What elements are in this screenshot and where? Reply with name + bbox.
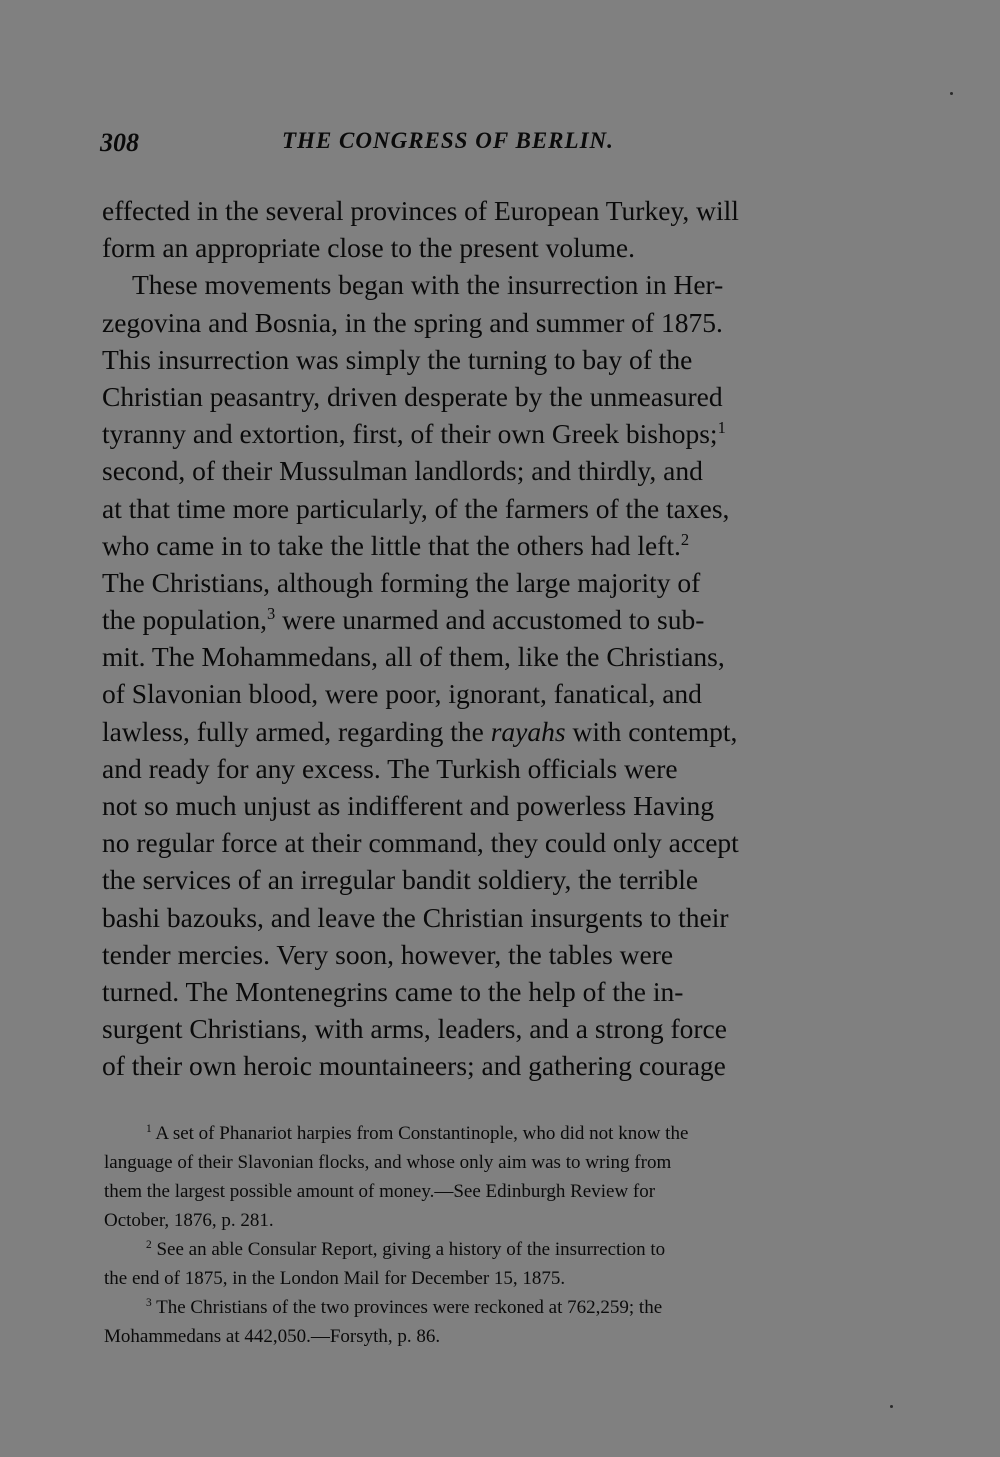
text-line: and ready for any excess. The Turkish officials were	[102, 752, 678, 784]
text-line: of their own heroic mountaineers; and gathering courage	[102, 1050, 726, 1082]
paper-speck	[890, 1405, 893, 1408]
text-line: These movements began with the insurrection in Her-	[132, 269, 724, 301]
text-line: second, of their Mussulman landlords; and thirdly, and	[102, 455, 703, 487]
text-line: zegovina and Bosnia, in the spring and summer of 1875.	[102, 306, 723, 338]
italic-word: rayahs	[490, 715, 566, 747]
text-line: form an appropriate close to the present volume.	[102, 232, 636, 264]
text-line: mit. The Mohammedans, all of them, like the Christians,	[102, 641, 725, 673]
text-line: turned. The Montenegrins came to the help of the in-	[102, 975, 684, 1007]
footnote-line: the end of 1875, in the London Mail for December 15, 1875.	[104, 1268, 566, 1289]
running-title: THE CONGRESS OF BERLIN.	[282, 128, 614, 153]
footnote-mark: 3	[146, 1297, 152, 1310]
page-number: 308	[100, 128, 139, 157]
text-line: the population,$^3$ were unarmed and accustomed to sub-	[102, 604, 705, 636]
footnote-line: them the largest possible amount of money.—See Edinburgh Review for	[104, 1181, 656, 1202]
text-line: bashi bazouks, and leave the Christian insurgents to their	[102, 901, 729, 933]
footnote-mark: 1	[146, 1123, 152, 1136]
text-line: the services of an irregular bandit soldiery, the terrible	[102, 864, 699, 896]
text-line: not so much unjust as indifferent and powerless Having	[102, 790, 715, 821]
footnote-line: language of their Slavonian flocks, and whose only aim was to wring from	[104, 1152, 672, 1173]
text-line: lawless, fully armed, regarding the rayahs with contempt,	[102, 715, 738, 747]
text-line: This insurrection was simply the turning to bay of the	[102, 343, 693, 375]
text-line: effected in the several provinces of European Turkey, will	[102, 195, 739, 226]
footnote-ref: 1	[717, 418, 726, 438]
footnotes	[104, 1119, 866, 1351]
text-line: The Christians, although forming the large majority of	[102, 566, 701, 598]
text-line: who came in to take the little that the others had left.$^2$	[102, 529, 690, 561]
footnote-ref: 2	[680, 529, 690, 549]
footnote-mark: 2	[146, 1239, 152, 1252]
footnote-line: $^2$ See an able Consular Report, giving a history of the insurrection to	[146, 1239, 666, 1260]
text-line: no regular force at their command, they could only accept	[102, 827, 739, 859]
running-head	[100, 128, 866, 162]
footnote-line: Mohammedans at 442,050.—Forsyth, p. 86.	[104, 1326, 441, 1347]
footnote-line: $^1$ A set of Phanariot harpies from Constantinople, who did not know the	[146, 1123, 689, 1144]
footnote-ref: 3	[266, 604, 276, 624]
footnote-line: $^3$ The Christians of the two provinces were reckoned at 762,259; the	[146, 1297, 663, 1318]
text-line: tyranny and extortion, first, of their own Greek bishops;$^1$	[102, 418, 726, 450]
text-line: surgent Christians, with arms, leaders, and a strong force	[102, 1013, 727, 1045]
body-text	[102, 192, 862, 1085]
text-line: Christian peasantry, driven desperate by the unmeasured	[102, 380, 723, 412]
paper-speck	[950, 92, 953, 95]
text-line: at that time more particularly, of the farmers of the taxes,	[102, 492, 730, 524]
text-line: tender mercies. Very soon, however, the tables were	[102, 938, 674, 970]
text-line: of Slavonian blood, were poor, ignorant, fanatical, and	[102, 678, 702, 710]
footnote-line: October, 1876, p. 281.	[104, 1210, 274, 1231]
